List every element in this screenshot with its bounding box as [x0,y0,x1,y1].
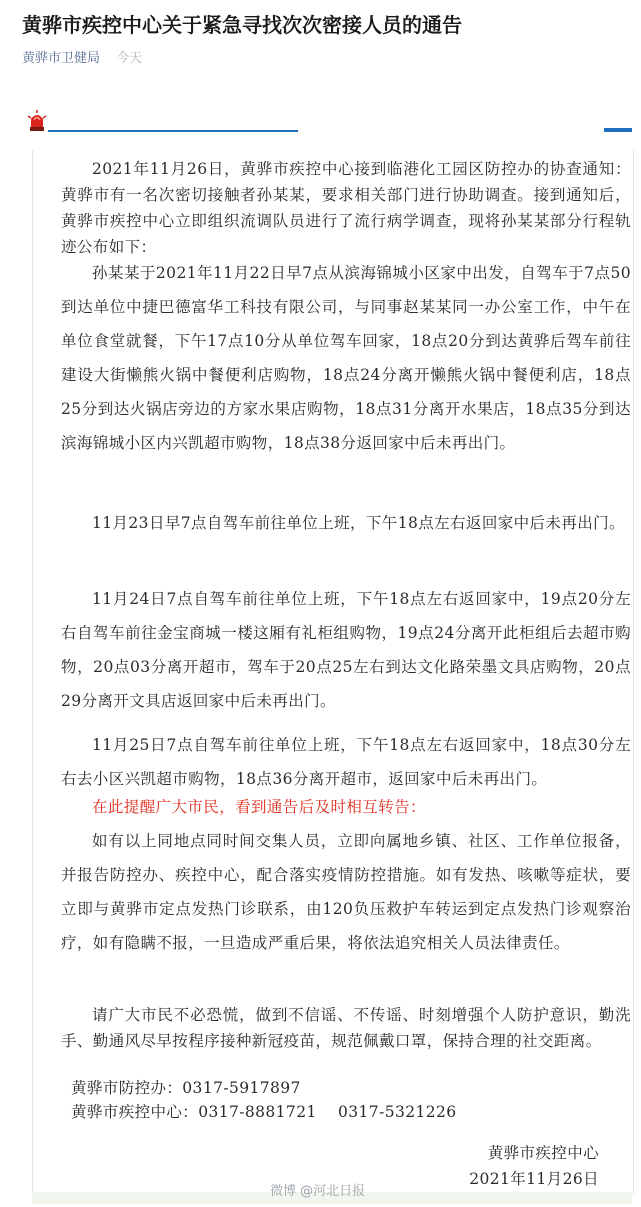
header-rule-right [604,128,632,132]
itinerary-nov24: 11月24日7点自驾车前往单位上班，下午18点左右返回家中，19点20分左右自驾车前往金宝商城一楼这厢有礼柜组购物，19点24分离开此柜组后去超市购物，20点03分离开超市，驾车于20点25左右到达文化路荣墨文具店购物，20点29分离开文具店返回家中后未再出门。 [61,590,631,710]
article-title: 黄骅市疾控中心关于紧急寻找次次密接人员的通告 [22,13,462,37]
signature-date: 2021年11月26日 [469,1170,599,1188]
publish-date: 今天 [116,51,143,66]
contact-office: 黄骅市防控办：0317-5917897 [71,1079,301,1097]
itinerary-nov23: 11月23日早7点自驾车前往单位上班，下午18点左右返回家中后未再出门。 [92,514,625,532]
itinerary-nov22: 孙某某于2021年11月22日早7点从滨海锦城小区家中出发，自驾车于7点50到达单位中捷巴德富华工科技有限公司，与同事赵某某同一办公室工作，中午在单位食堂就餐，下午17点10分从单位驾车回家，18点20分到达黄骅后驾车前往建设大街懒熊火锅中餐便利店购物，18点24分离开懒熊火锅中餐便利店，18点25分到达火锅店旁边的方家水果店购物，18点31分离开水果店，18点35分到达滨海锦城小区内兴凯超市购物，18点38分返回家中后未再出门。 [61,264,631,452]
notice-intro: 2021年11月26日，黄骅市疾控中心接到临港化工园区防控办的协查通知：黄骅市有一名次密切接触者孙某某，要求相关部门进行协助调查。接到通知后，黄骅市疾控中心立即组织流调队员进行了流行病学调查，现将孙某某部分行程轨迹公布如下： [61,160,631,256]
itinerary-nov25: 11月25日7点自驾车前往单位上班，下午18点左右返回家中，18点30分左右去小区兴凯超市购物，18点36分离开超市，返回家中后未再出门。 [61,736,631,788]
article-meta [22,50,142,68]
header-rule-left [48,130,298,132]
signature: 黄骅市疾控中心 [487,1144,599,1162]
contact-cdc: 黄骅市疾控中心：0317-8881721 0317-5321226 [71,1103,457,1121]
publisher-link[interactable]: 黄骅市卫健局 [22,51,101,66]
advice-text: 请广大市民不必恐慌，做到不信谣、不传谣、时刻增强个人防护意识，勤洗手、勤通风尽早按程序接种新冠疫苗，规范佩戴口罩，保持合理的社交距离。 [61,1006,631,1050]
notice-document [32,150,634,1195]
reminder-text: 在此提醒广大市民，看到通告后及时相互转告： [92,798,426,816]
siren-icon [27,110,47,132]
watermark: 微博 @河北日报 [270,1184,366,1199]
instructions-text: 如有以上同地点同时间交集人员，立即向属地乡镇、社区、工作单位报备，并报告防控办、疾控中心，配合落实疫情防控措施。如有发热、咳嗽等症状，要立即与黄骅市定点发热门诊联系，由120负压救护车转运到定点发热门诊观察治疗，如有隐瞒不报，一旦造成严重后果，将依法追究相关人员法律责任。 [61,832,631,952]
